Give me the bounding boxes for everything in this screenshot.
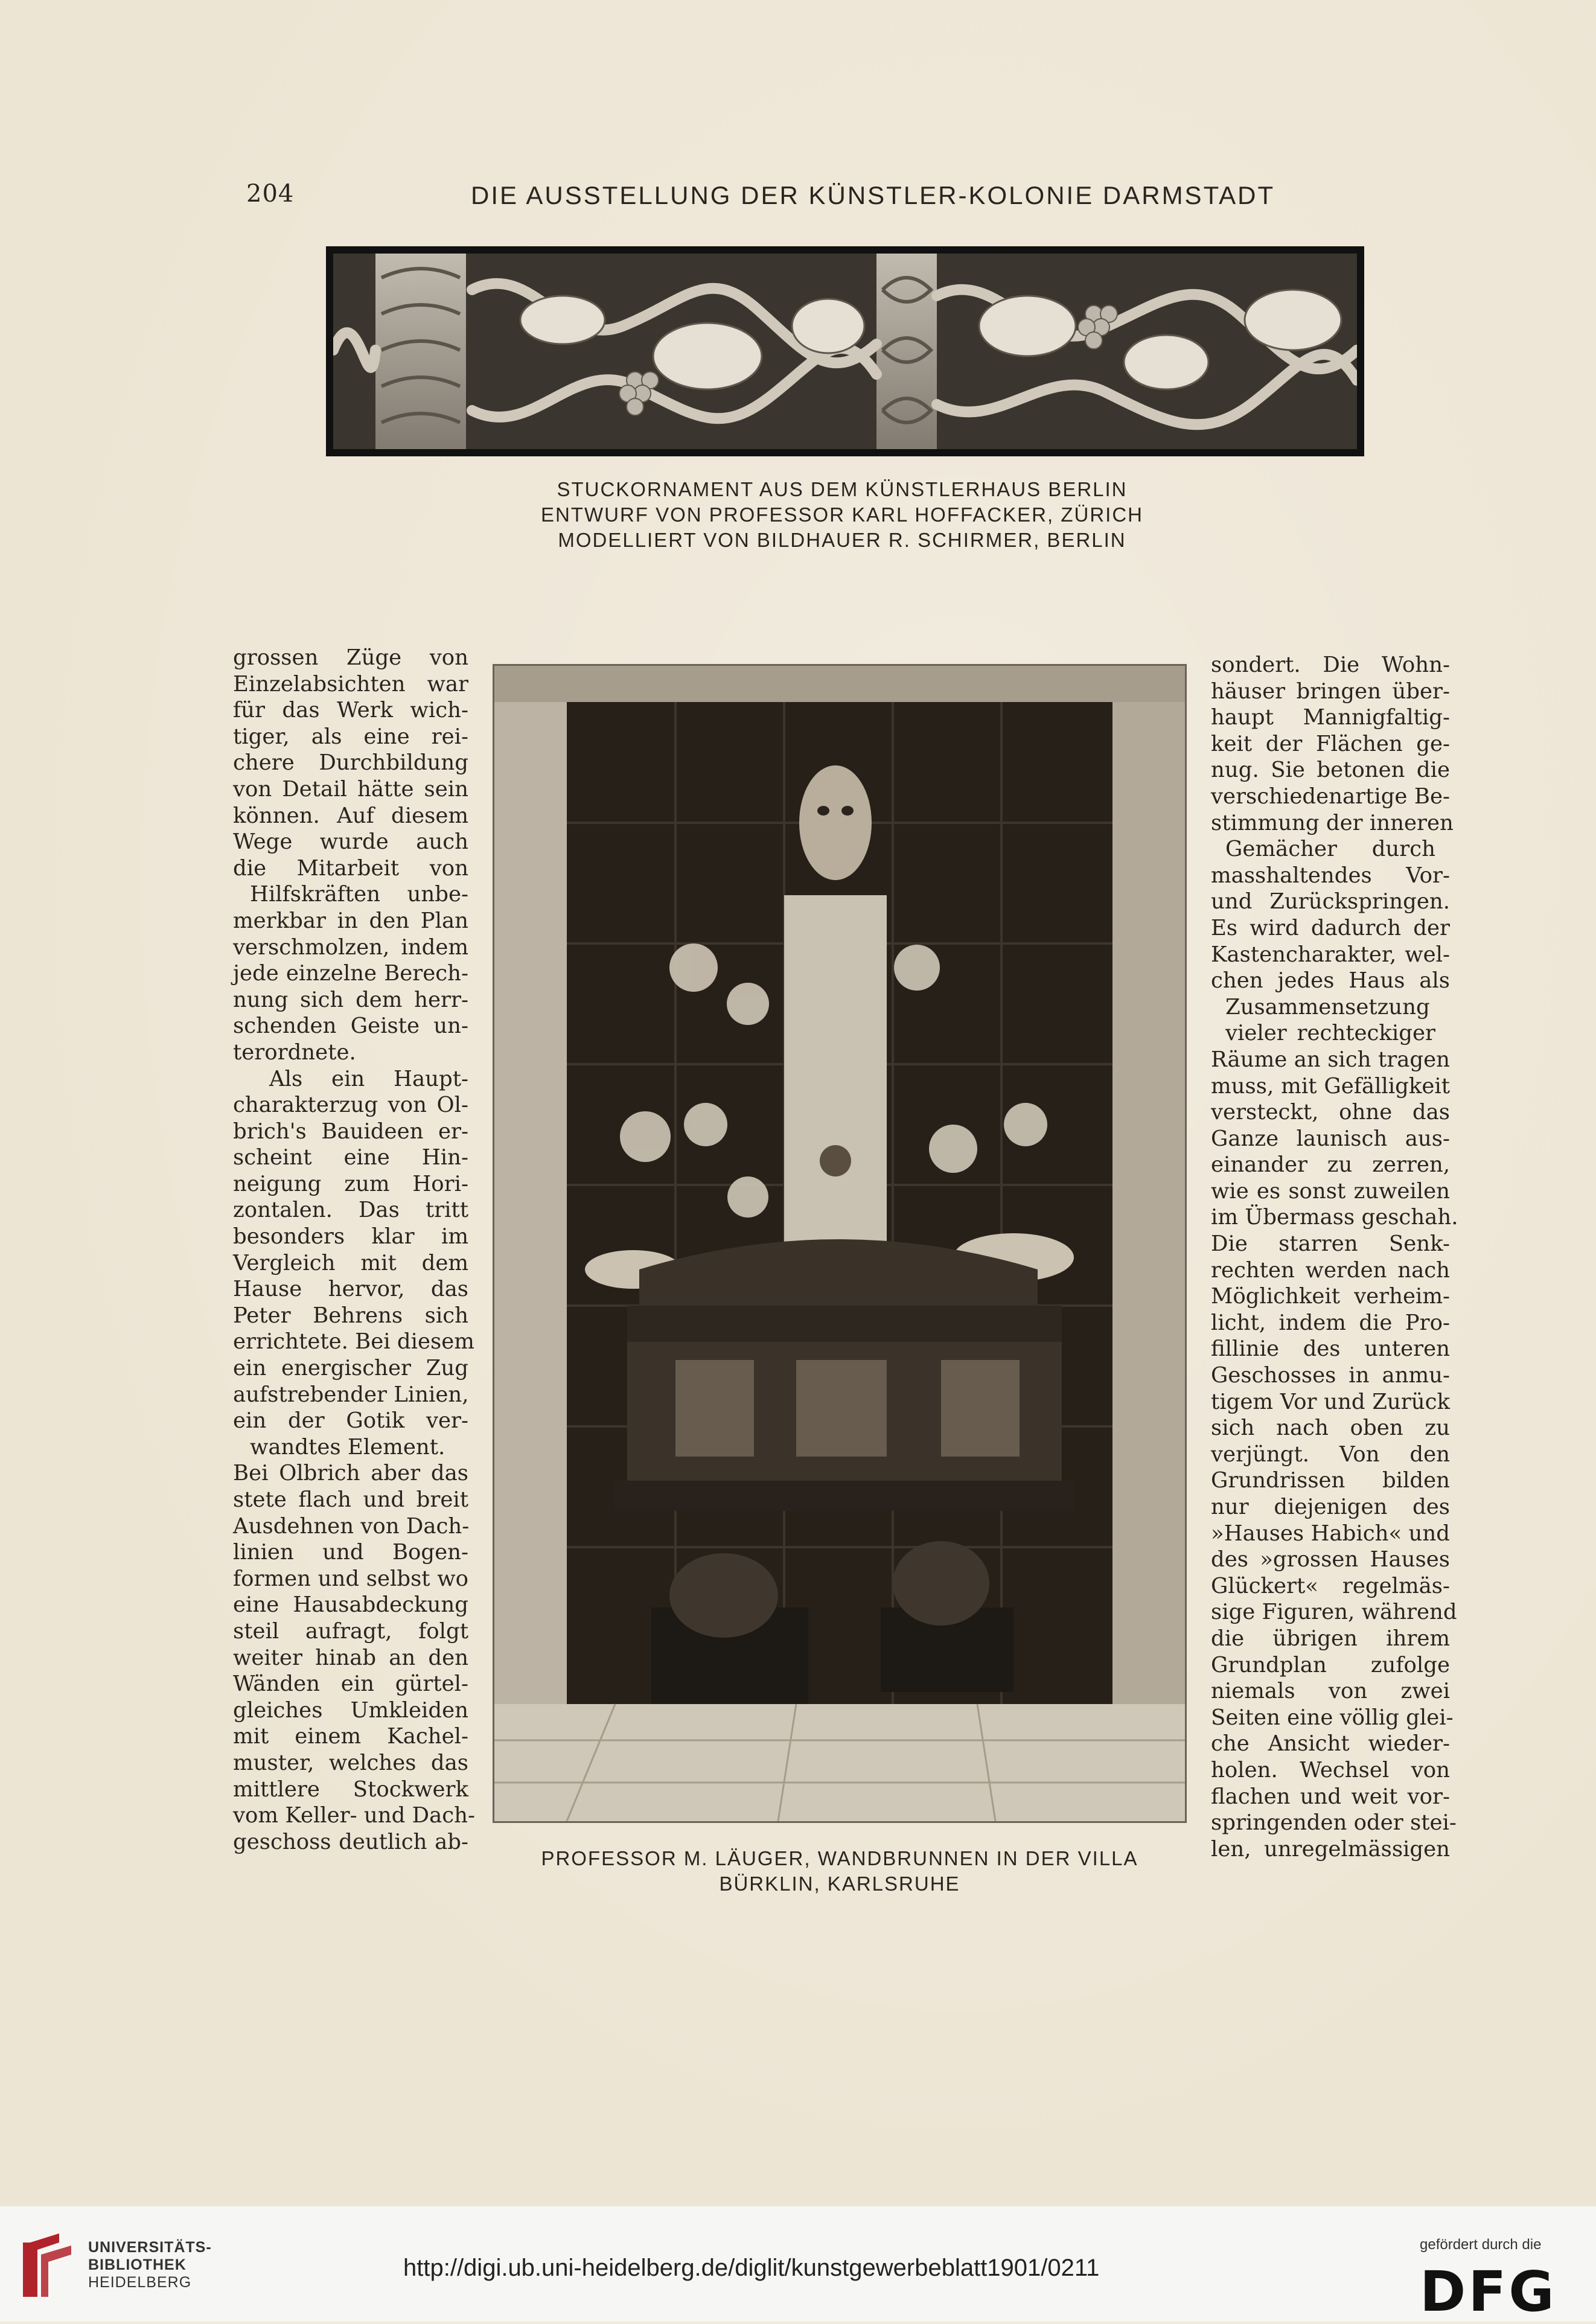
text-line: im Übermass geschah. <box>1211 1205 1458 1230</box>
text-line: Glückert« regelmäs- <box>1211 1573 1450 1598</box>
text-line: Die starren Senk- <box>1211 1231 1450 1257</box>
text-line: mit einem Kachel- <box>233 1724 468 1749</box>
running-title: DIE AUSSTELLUNG DER KÜNSTLER-KOLONIE DARMSTADT <box>471 181 1275 209</box>
ornament-caption-line: STUCKORNAMENT AUS DEM KÜNSTLERHAUS BERLIN <box>557 478 1128 500</box>
text-line: von Detail hätte sein <box>233 776 468 802</box>
text-line: Es wird dadurch der <box>1211 915 1450 940</box>
text-line: merkbar in den Plan <box>233 908 468 933</box>
text-line: Zusammensetzung <box>1225 994 1430 1020</box>
right-text-column <box>1211 652 1458 1862</box>
text-line: zontalen. Das tritt <box>233 1198 468 1223</box>
text-line: nug. Sie betonen die <box>1211 758 1450 783</box>
text-line: che Ansicht wieder- <box>1211 1731 1450 1757</box>
text-line: des »grossen Hauses <box>1211 1547 1450 1572</box>
dfg-logo: DFG <box>1420 2259 1557 2324</box>
text-line: Grundrissen bilden <box>1211 1468 1450 1493</box>
funding-note: gefördert durch die <box>1420 2236 1542 2253</box>
text-line: Möglichkeit verheim- <box>1211 1284 1450 1309</box>
text-line: für das Werk wich- <box>233 698 468 723</box>
text-line: holen. Wechsel von <box>1211 1757 1450 1783</box>
text-line: einander zu zerren, <box>1211 1152 1450 1178</box>
stucco-ornament-plate <box>326 246 1364 456</box>
text-line: häuser bringen über- <box>1211 678 1450 704</box>
ornament-caption-line: MODELLIERT VON BILDHAUER R. SCHIRMER, BERLIN <box>558 529 1126 551</box>
text-line: wie es sonst zuweilen <box>1211 1178 1450 1204</box>
text-line: vieler rechteckiger <box>1225 1021 1435 1046</box>
university-library-logo-icon <box>17 2230 77 2303</box>
text-line: ein energischer Zug <box>233 1356 468 1381</box>
text-line: Ausdehnen von Dach- <box>233 1513 470 1539</box>
text-line: Wänden ein gürtel- <box>233 1671 468 1697</box>
text-line: sige Figuren, während <box>1211 1600 1457 1625</box>
text-line: »Hauses Habich« und <box>1211 1521 1450 1546</box>
ornament-caption <box>495 477 1189 553</box>
left-text-column <box>233 645 476 1855</box>
text-line: keit der Flächen ge- <box>1211 731 1450 756</box>
text-line: ein der Gotik ver- <box>233 1408 468 1434</box>
text-line: jede einzelne Berech- <box>233 961 468 986</box>
text-line: steil aufragt, folgt <box>233 1618 468 1644</box>
text-line: Gemächer durch <box>1225 837 1435 862</box>
text-line: linien und Bogen- <box>233 1540 468 1565</box>
text-line: Vergleich mit dem <box>233 1250 468 1275</box>
text-line: vom Keller- und Dach- <box>233 1803 476 1828</box>
text-line: chen jedes Haus als <box>1211 968 1450 994</box>
text-line: chere Durchbildung <box>233 750 468 776</box>
ornament-caption-line: ENTWURF VON PROFESSOR KARL HOFFACKER, ZÜRICH <box>540 503 1143 526</box>
text-line: versteckt, ohne das <box>1211 1100 1450 1125</box>
text-line: rechten werden nach <box>1211 1257 1450 1283</box>
university-library-name <box>88 2239 212 2291</box>
text-line: masshaltendes Vor- <box>1211 863 1450 888</box>
digitization-footer <box>0 2206 1596 2322</box>
text-line: flachen und weit vor- <box>1211 1784 1450 1809</box>
text-line: tigem Vor und Zurück <box>1211 1389 1450 1414</box>
text-line: tiger, als eine rei- <box>233 724 468 749</box>
text-line: können. Auf diesem <box>233 803 468 828</box>
text-line: Räume an sich tragen <box>1211 1047 1450 1072</box>
library-name-line: BIBLIOTHEK <box>88 2256 187 2273</box>
text-line: Hause hervor, das <box>233 1277 468 1302</box>
photo-caption-line: PROFESSOR M. LÄUGER, WANDBRUNNEN IN DER VILLA <box>541 1847 1138 1869</box>
text-line: sich nach oben zu <box>1211 1416 1450 1441</box>
text-line: schenden Geiste un- <box>233 1014 468 1039</box>
text-line: nung sich dem herr- <box>233 987 468 1012</box>
text-line: verschmolzen, indem <box>233 934 468 960</box>
text-line: verjüngt. Von den <box>1211 1441 1450 1467</box>
text-line: neigung zum Hori- <box>233 1171 468 1196</box>
text-line: brich's Bauideen er- <box>233 1119 468 1144</box>
text-line: Einzelabsichten war <box>233 671 468 697</box>
photo-caption-line: BÜRKLIN, KARLSRUHE <box>719 1872 960 1895</box>
text-line: errichtete. Bei diesem <box>233 1329 474 1355</box>
text-line: und Zurückspringen. <box>1211 889 1450 915</box>
text-line: niemals von zwei <box>1211 1679 1450 1704</box>
text-line: die Mitarbeit von <box>233 855 468 881</box>
text-line: besonders klar im <box>233 1224 468 1250</box>
text-line: Seiten eine völlig glei- <box>1211 1705 1454 1730</box>
text-line: aufstrebender Linien, <box>233 1382 469 1407</box>
text-line: Hilfskräften unbe- <box>250 882 468 907</box>
text-line: gleiches Umkleiden <box>233 1697 468 1723</box>
text-line: sondert. Die Wohn- <box>1211 653 1450 677</box>
text-line: Wege wurde auch <box>233 829 468 855</box>
text-line: haupt Mannigfaltig- <box>1211 705 1450 730</box>
text-line: muss, mit Gefälligkeit <box>1211 1073 1450 1099</box>
text-line: Ganze launisch aus- <box>1211 1126 1450 1151</box>
fountain-photograph <box>493 664 1187 1823</box>
text-line: Als ein Haupt- <box>269 1066 468 1091</box>
text-line: Geschosses in anmu- <box>1211 1363 1450 1388</box>
text-line: weiter hinab an den <box>233 1645 468 1670</box>
text-line: charakterzug von Ol- <box>233 1093 468 1118</box>
text-line: springenden oder stei- <box>1211 1810 1457 1836</box>
text-line: muster, welches das <box>233 1750 468 1775</box>
text-line: Kastencharakter, wel- <box>1211 942 1450 967</box>
text-line: formen und selbst wo <box>233 1566 468 1591</box>
text-line: wandtes Element. <box>250 1434 445 1460</box>
text-line: grossen Züge von <box>233 645 468 670</box>
text-line: Grundplan zufolge <box>1211 1652 1450 1678</box>
permalink-url[interactable]: http://digi.ub.uni-heidelberg.de/diglit/kunstgewerbeblatt1901/0211 <box>403 2255 1100 2281</box>
library-name-line: UNIVERSITÄTS- <box>88 2239 212 2256</box>
text-line: Peter Behrens sich <box>233 1303 468 1328</box>
page-number: 204 <box>246 180 295 208</box>
text-line: stimmung der inneren <box>1211 810 1454 835</box>
text-line: mittlere Stockwerk <box>233 1777 468 1802</box>
text-line: die übrigen ihrem <box>1211 1626 1450 1651</box>
text-line: fillinie des unteren <box>1211 1336 1450 1362</box>
text-line: licht, indem die Pro- <box>1211 1310 1450 1335</box>
text-line: Bei Olbrich aber das <box>233 1461 468 1486</box>
text-line: scheint eine Hin- <box>233 1145 468 1170</box>
text-line: nur diejenigen des <box>1211 1495 1450 1519</box>
text-line: verschiedenartige Be- <box>1211 784 1450 809</box>
library-name-line: HEIDELBERG <box>88 2274 192 2291</box>
text-line: terordnete. <box>233 1039 356 1065</box>
text-line: eine Hausabdeckung <box>233 1592 468 1618</box>
text-line: stete flach und breit <box>233 1487 468 1512</box>
text-line: geschoss deutlich ab- <box>233 1829 468 1854</box>
photo-caption <box>493 1846 1187 1897</box>
text-line: len, unregelmässigen <box>1211 1836 1450 1862</box>
